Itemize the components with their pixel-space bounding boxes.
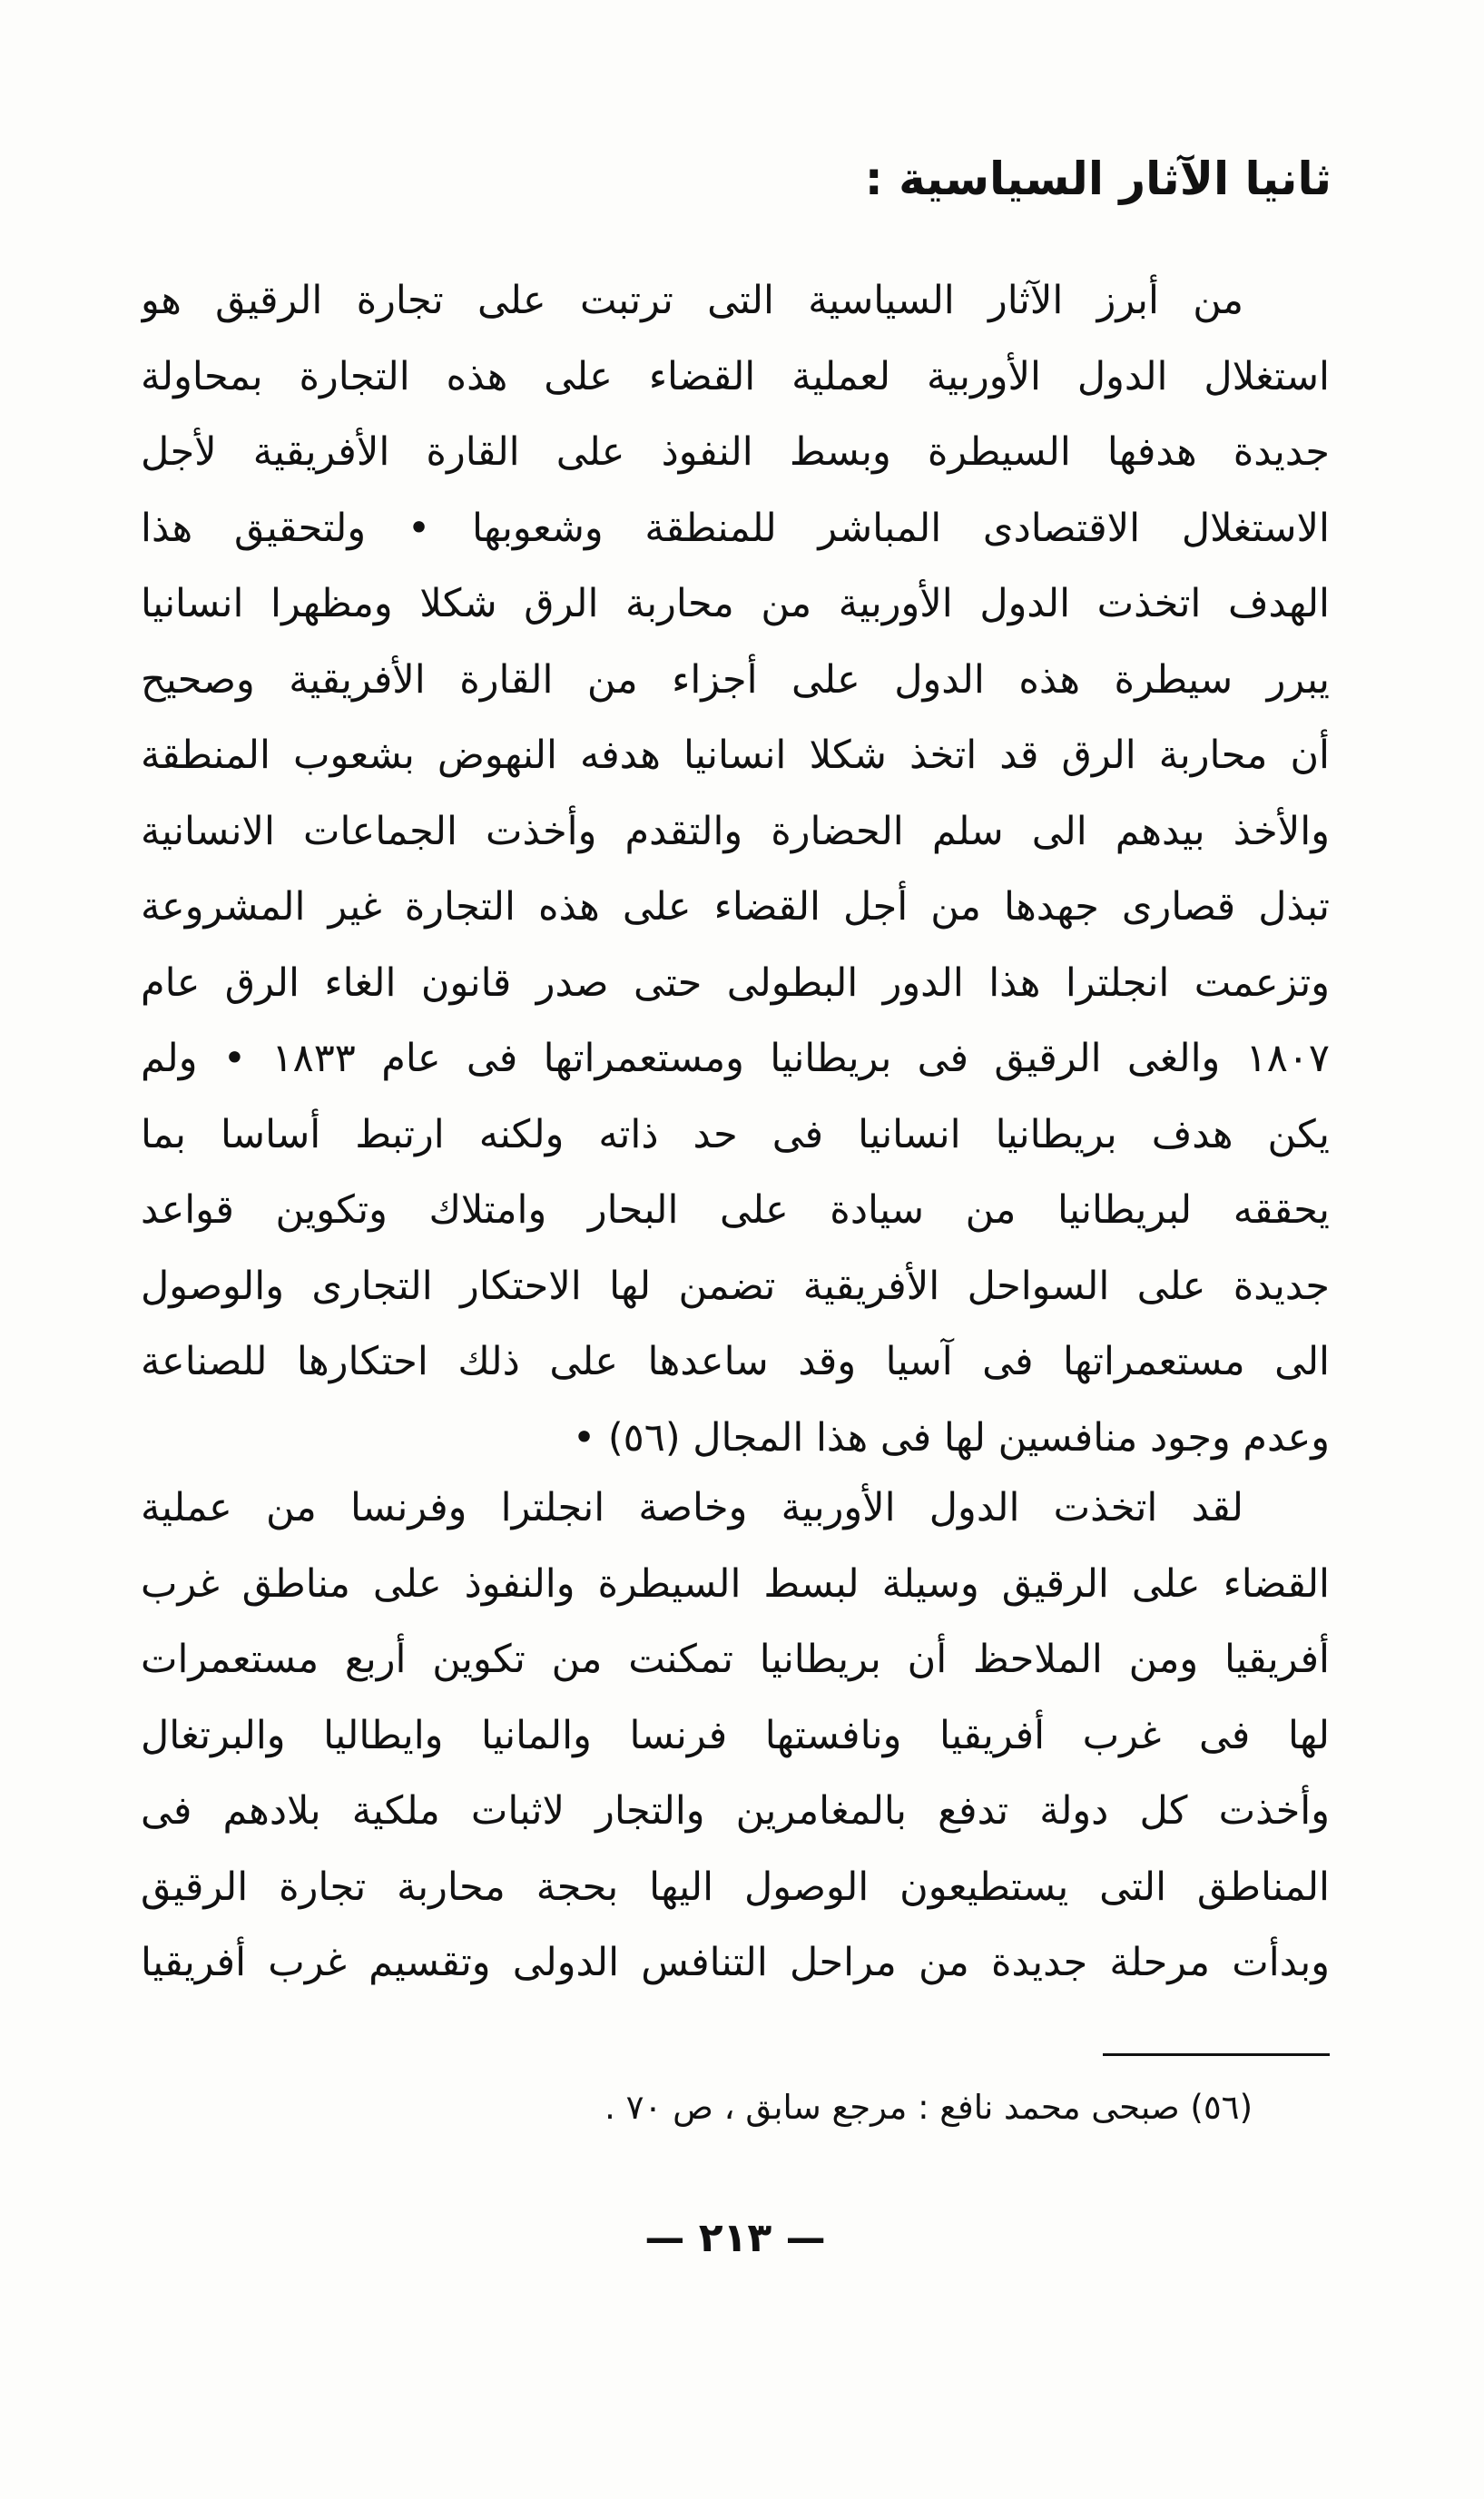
paragraph-line: الاستغلال الاقتصادى المباشر للمنطقة وشعوبها • ولتحقيق هذا: [141, 505, 1330, 551]
paragraph-line: يكن هدف بريطانيا انسانيا فى حد ذاته ولكنه ارتبط أساسا بما: [141, 1111, 1330, 1157]
footnote-divider: [1103, 2053, 1330, 2056]
paragraph-line: القضاء على الرقيق وسيلة لبسط السيطرة والنفوذ على مناطق غرب: [141, 1560, 1330, 1607]
section-heading: ثانيا الآثار السياسية :: [864, 152, 1332, 205]
paragraph-line: جديدة على السواحل الأفريقية تضمن لها الاحتكار التجارى والوصول: [141, 1263, 1330, 1309]
page-number: — ٢١٣ —: [644, 2215, 826, 2261]
paragraph-line: وأخذت كل دولة تدفع بالمغامرين والتجار لاثبات ملكية بلادهم فى: [141, 1788, 1330, 1834]
paragraph-line: وعدم وجود منافسين لها فى هذا المجال (٥٦) •: [572, 1414, 1330, 1461]
paragraph-line: يحققه لبريطانيا من سيادة على البحار وامتلاك وتكوين قواعد: [141, 1187, 1330, 1233]
paragraph-line: أن محاربة الرق قد اتخذ شكلا انسانيا هدفه النهوض بشعوب المنطقة: [141, 733, 1330, 778]
paragraph-line: تبذل قصارى جهدها من أجل القضاء على هذه التجارة غير المشروعة: [141, 884, 1330, 930]
footnote: (٥٦) صبحى محمد نافع : مرجع سابق ، ص ٧٠ .: [604, 2088, 1253, 2127]
paragraph-line: أفريقيا ومن الملاحظ أن بريطانيا تمكنت من تكوين أربع مستعمرات: [141, 1637, 1330, 1682]
paragraph-line: الهدف اتخذت الدول الأوربية من محاربة الرق شكلا ومظهرا انسانيا: [141, 581, 1330, 626]
paragraph-line: يبرر سيطرة هذه الدول على أجزاء من القارة الأفريقية وصحيح: [141, 656, 1330, 703]
paragraph-line: المناطق التى يستطيعون الوصول اليها بحجة محاربة تجارة الرقيق: [141, 1864, 1330, 1910]
paragraph-1: [141, 263, 1330, 1476]
paragraph-line: لها فى غرب أفريقيا ونافستها فرنسا والمانيا وايطاليا والبرتغال: [141, 1712, 1330, 1758]
paragraph-line: ١٨٠٧ والغى الرقيق فى بريطانيا ومستعمراتها فى عام ١٨٣٣ • ولم: [141, 1036, 1330, 1081]
paragraph-2: [141, 1471, 1330, 2002]
paragraph-line: استغلال الدول الأوربية لعملية القضاء على هذه التجارة بمحاولة: [141, 353, 1330, 399]
paragraph-line: وتزعمت انجلترا هذا الدور البطولى حتى صدر قانون الغاء الرق عام: [141, 959, 1330, 1006]
paragraph-line: جديدة هدفها السيطرة وبسط النفوذ على القارة الأفريقية لأجل: [141, 429, 1330, 475]
paragraph-line: من أبرز الآثار السياسية التى ترتبت على تجارة الرقيق هو: [141, 278, 1243, 323]
paragraph-line: وبدأت مرحلة جديدة من مراحل التنافس الدولى وتقسيم غرب أفريقيا: [141, 1940, 1330, 1985]
paragraph-line: لقد اتخذت الدول الأوربية وخاصة انجلترا وفرنسا من عملية: [141, 1485, 1243, 1530]
paragraph-line: والأخذ بيدهم الى سلم الحضارة والتقدم وأخذت الجماعات الانسانية: [141, 808, 1330, 854]
paragraph-line: الى مستعمراتها فى آسيا وقد ساعدها على ذلك احتكارها للصناعة: [141, 1339, 1330, 1384]
